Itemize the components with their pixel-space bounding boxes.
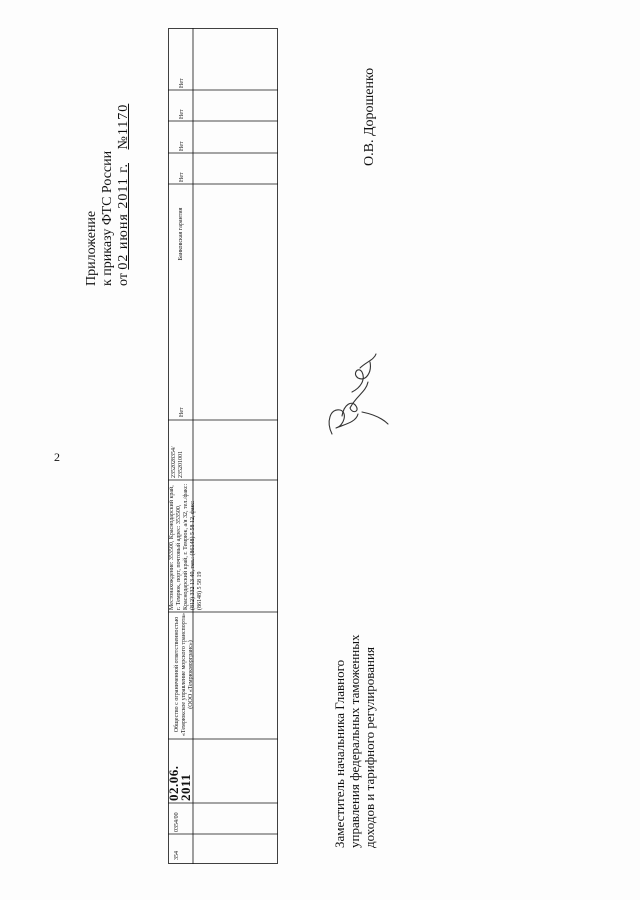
cell-guarantee: Банковская гарантия [178,207,184,261]
cell-code: 0354/00 [174,812,180,832]
position-line-1: Заместитель начальника Главного [332,659,347,848]
appendix-line-3 [116,104,132,286]
position-line-3: доходов и тарифного регулирования [362,647,377,848]
appendix-line-2: к приказу ФТС России [100,150,115,286]
appendix-order-number: №1170 [116,103,131,150]
cell-net-a: Нет [179,172,185,182]
handwritten-signature [322,352,392,442]
position-line-2: управления федеральных таможенных [347,634,362,848]
signatory-name: О.В. Дорошенко [362,67,377,166]
page-number: 2 [54,450,60,464]
cell-net-c: Нет [179,109,185,119]
appendix-line-1: Приложение [84,210,99,286]
cell-net-d: Нет [179,78,185,88]
appendix-header [84,104,132,286]
appendix-date: 02 июня 2011 г. [116,163,131,270]
cell-date: 02.06. 2011 [166,765,193,801]
cell-organization: Общество с ограниченной ответственностью «Темрюкское управление морского транспорта» (ООО «Темрюкморгранс») [174,612,194,737]
cell-row-number: 354 [174,851,180,860]
register-table [168,28,278,864]
cell-net-b: Нет [179,141,185,151]
signature-position [332,635,377,848]
cell-inn-kpp: 2352028354/ 235201001 [171,446,184,478]
appendix-from: от [116,273,131,286]
cell-address: Местонахождение: 353500, Краснодарский край, г. Темрюк, порт, почтовый адрес: 353500, Краснодарский край, г. Темрюк, а/я 32, тел./факс: (812) 332 13 40, тел.: (86148) 5 58 12, факс: (86148) 5 58 19 [169,483,203,610]
cell-col-net: Нет [179,407,185,417]
